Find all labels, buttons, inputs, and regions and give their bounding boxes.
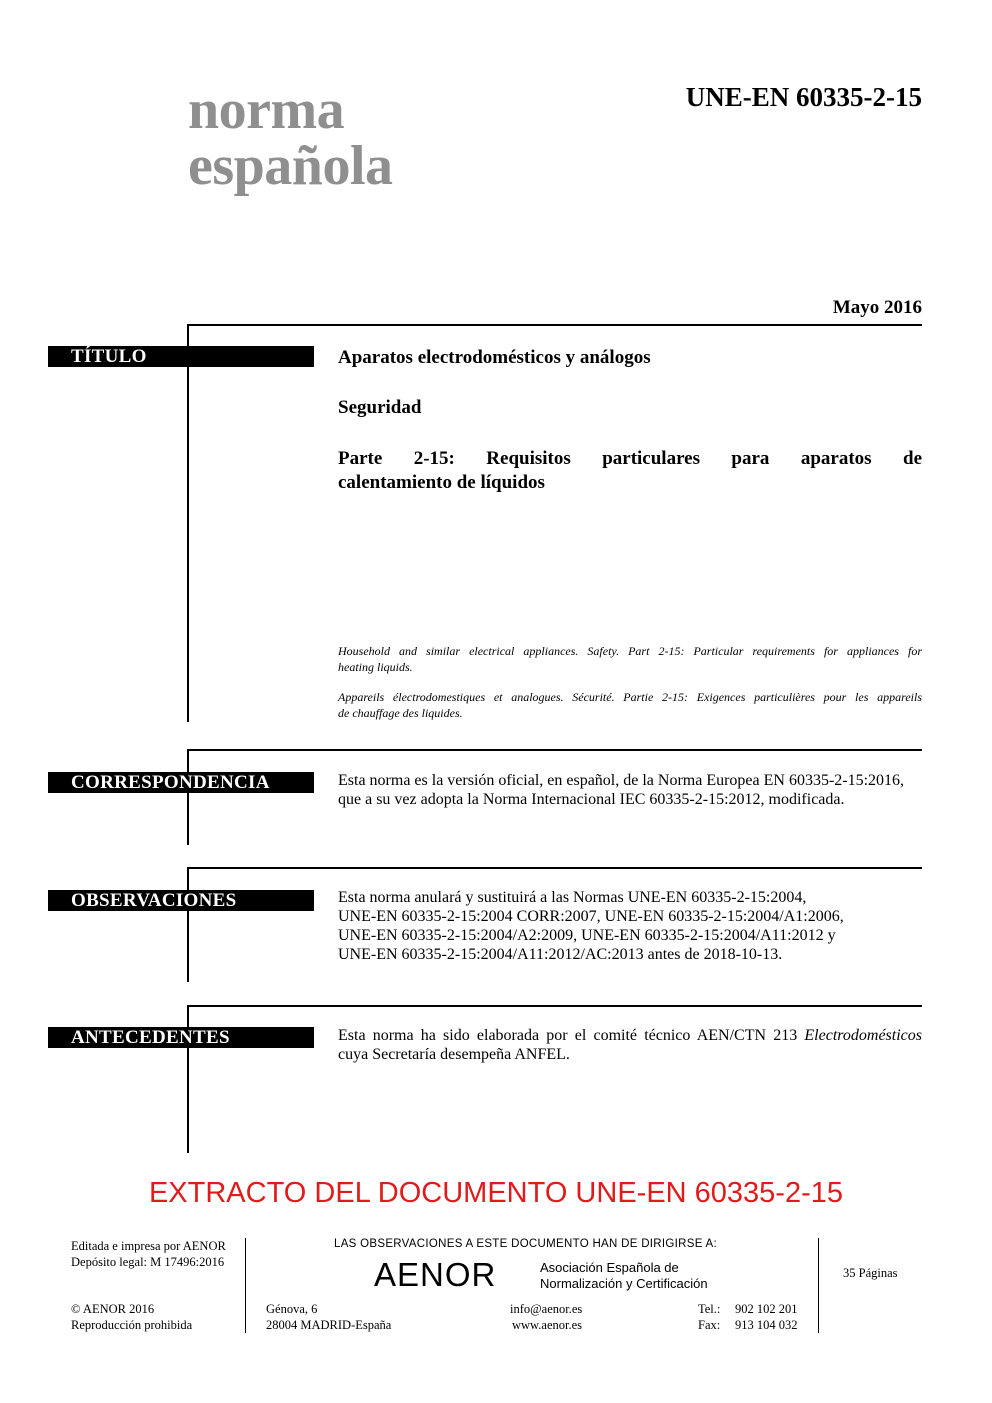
aenor-logo: AENOR — [374, 1256, 497, 1293]
subtitle: Seguridad — [338, 397, 422, 418]
french-title-line-2: de chauffage des liquides. — [338, 706, 463, 720]
correspondencia-text — [338, 771, 922, 809]
observaciones-label: OBSERVACIONES — [48, 890, 314, 911]
committee-name: Electrodomésticos — [804, 1027, 922, 1044]
address-street: Génova, 6 — [266, 1302, 318, 1316]
tel-label: Tel.: — [698, 1302, 721, 1316]
part-title-line-2: calentamiento de líquidos — [338, 472, 545, 493]
antecedentes-text — [338, 1026, 922, 1064]
association-line-1: Asociación Española de — [540, 1260, 679, 1275]
titulo-top-rule — [188, 324, 922, 326]
correspondencia-line-2: que a su vez adopta la Norma Internacional IEC 60335-2-15:2012, modificada. — [338, 791, 845, 808]
observaciones-top-rule — [188, 867, 922, 869]
brand-line-2: española — [188, 135, 393, 197]
observations-address-note: LAS OBSERVACIONES A ESTE DOCUMENTO HAN DE DIRIGIRSE A: — [334, 1238, 718, 1250]
observaciones-line-1: Esta norma anulará y sustituirá a las Normas UNE-EN 60335-2-15:2004, — [338, 889, 807, 906]
contact-website: www.aenor.es — [512, 1318, 583, 1332]
fax-label: Fax: — [698, 1318, 721, 1332]
standard-code: UNE-EN 60335-2-15 — [685, 82, 922, 112]
observaciones-line-4: UNE-EN 60335-2-15:2004/A11:2012/AC:2013 antes de 2018-10-13. — [338, 946, 783, 963]
antecedentes-line-1-prefix: Esta norma ha sido elaborada por el comité técnico AEN/CTN 213 — [338, 1027, 805, 1044]
association-line-2: Normalización y Certificación — [540, 1276, 708, 1291]
antecedentes-line-2: cuya Secretaría desempeña ANFEL. — [338, 1046, 570, 1063]
observaciones-line-3: UNE-EN 60335-2-15:2004/A2:2009, UNE-EN 60335-2-15:2004/A11:2012 y — [338, 927, 836, 944]
brand-line-1: norma — [188, 79, 345, 141]
contact-email: info@aenor.es — [510, 1302, 583, 1316]
antecedentes-line-1 — [338, 1026, 922, 1045]
french-title-line-1: Appareils électrodomestiques et analogues. Sécurité. Partie 2-15: Exigences particulières pour les appareils — [338, 690, 922, 704]
observaciones-left-rule — [187, 867, 189, 982]
edited-by: Editada e impresa por AENOR — [71, 1239, 226, 1253]
observaciones-text — [338, 888, 922, 964]
english-title-line-1: Household and similar electrical appliances. Safety. Part 2-15: Particular requirements for appliances for — [338, 644, 922, 658]
copyright: © AENOR 2016 — [71, 1302, 155, 1316]
correspondencia-top-rule — [188, 749, 922, 751]
antecedentes-top-rule — [188, 1005, 922, 1007]
tel-value: 902 102 201 — [735, 1302, 798, 1316]
part-title-line-1: Parte 2-15: Requisitos particulares para aparatos de — [338, 448, 922, 469]
extract-notice: EXTRACTO DEL DOCUMENTO UNE-EN 60335-2-15 — [148, 1177, 844, 1209]
aenor-association-name — [540, 1260, 708, 1292]
observaciones-line-2: UNE-EN 60335-2-15:2004 CORR:2007, UNE-EN 60335-2-15:2004/A1:2006, — [338, 908, 844, 925]
legal-deposit: Depósito legal: M 17496:2016 — [71, 1255, 225, 1269]
address-city: 28004 MADRID-España — [266, 1318, 392, 1332]
english-title-line-2: heating liquids. — [338, 660, 413, 674]
publication-date: Mayo 2016 — [832, 297, 922, 318]
footer-divider-right — [818, 1238, 819, 1333]
main-title: Aparatos electrodomésticos y análogos — [338, 347, 651, 368]
page-count: 35 Páginas — [843, 1266, 898, 1280]
antecedentes-label: ANTECEDENTES — [48, 1027, 314, 1048]
titulo-label: TÍTULO — [48, 346, 314, 367]
reproduction-notice: Reproducción prohibida — [71, 1318, 193, 1332]
correspondencia-left-rule — [187, 749, 189, 845]
norma-espanola-heading — [188, 79, 393, 197]
correspondencia-label: CORRESPONDENCIA — [48, 772, 314, 793]
footer-divider-left — [245, 1238, 246, 1333]
fax-value: 913 104 032 — [735, 1318, 798, 1332]
correspondencia-line-1: Esta norma es la versión oficial, en español, de la Norma Europea EN 60335-2-15:2016, — [338, 772, 905, 789]
titulo-left-rule — [187, 324, 189, 722]
